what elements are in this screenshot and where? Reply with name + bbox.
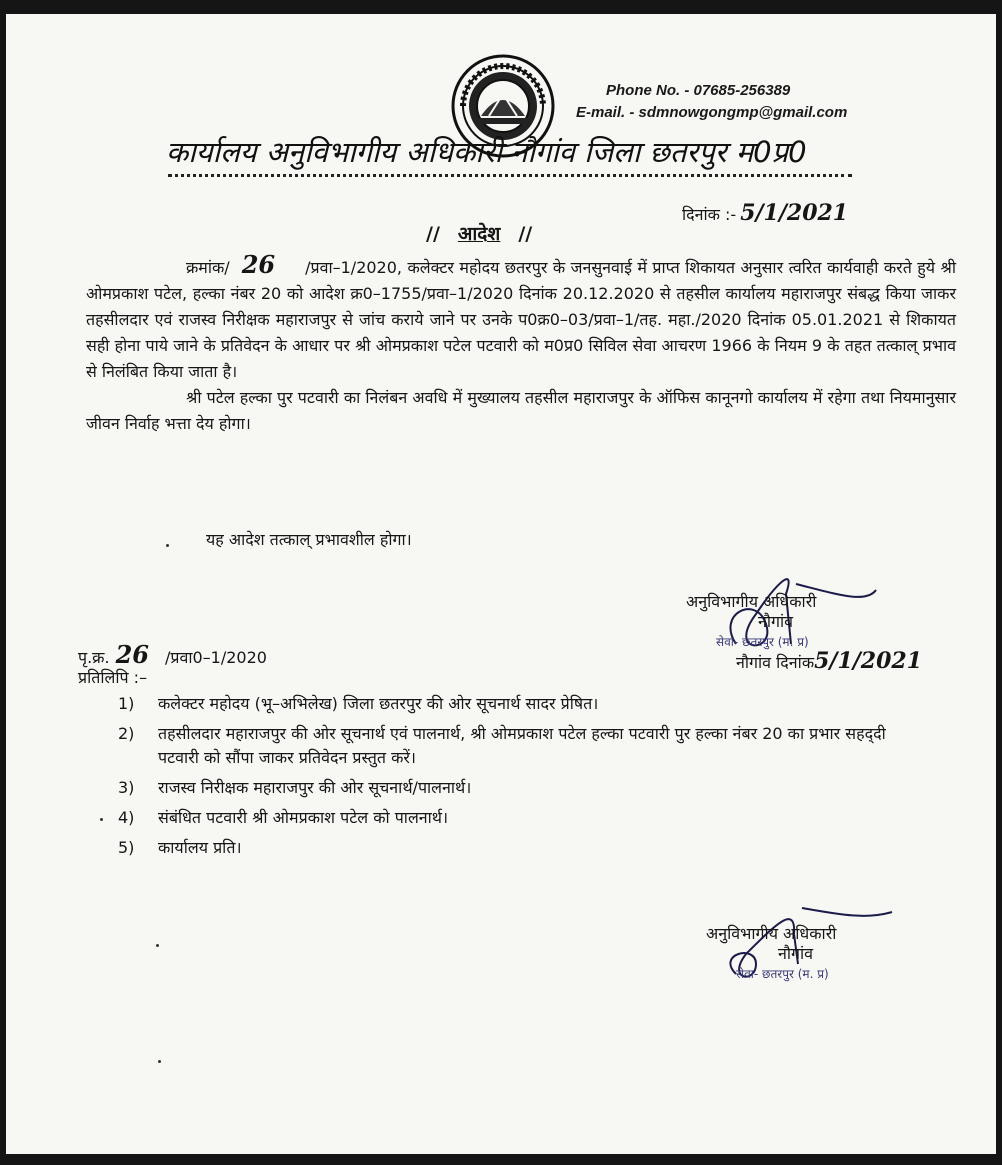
official-stamp-text: सेवा- छतरपुर (म. प्र) (716, 635, 809, 649)
speck (166, 544, 169, 547)
list-item: 1) कलेक्टर महोदय (भू–अभिलेख) जिला छतरपुर की ओर सूचनार्थ सादर प्रेषित। (118, 694, 599, 713)
dotted-divider (168, 174, 852, 177)
date-label: दिनांक :- (682, 205, 737, 224)
office-title: कार्यालय अनुविभागीय अधिकारी नौगांव जिला छतरपुर म0प्र0 (166, 135, 807, 169)
contact-info (576, 80, 847, 124)
speck (156, 944, 159, 947)
email-address: E-mail. - sdmnowgongmp@gmail.com (576, 104, 848, 121)
list-item: 3) राजस्व निरीक्षक महाराजपुर की ओर सूचनार्थ/पालनार्थ। (118, 778, 472, 797)
order-heading (426, 220, 532, 246)
order-date (682, 200, 848, 226)
heading-title: आदेश (457, 223, 501, 245)
order-body (86, 252, 956, 437)
signatory-place: नौगांव (778, 944, 814, 963)
endorsement-date-label: नौगांव दिनांक (736, 653, 815, 672)
list-item: 4) संबंधित पटवारी श्री ओमप्रकाश पटेल को पालनार्थ। (118, 808, 449, 827)
signatory-place: नौगांव (758, 612, 794, 631)
signature-block-1 (686, 592, 816, 652)
speck (100, 818, 103, 821)
signatory-title: अनुविभागीय अधिकारी (686, 592, 817, 611)
handwritten-order-number: 26 (241, 250, 276, 279)
signatory-title: अनुविभागीय अधिकारी (706, 924, 837, 943)
list-item: 5) कार्यालय प्रति। (118, 838, 242, 857)
reference-suffix: /प्रवा0–1/2020 (164, 648, 267, 667)
order-paragraph-1 (86, 252, 956, 385)
endorsement-reference (78, 640, 267, 669)
copy-to-list (118, 692, 908, 866)
handwritten-endorsement-date: 5/1/2021 (814, 648, 923, 674)
heading-slash-left: // (426, 223, 440, 245)
order-paragraph-1-text: /प्रवा–1/2020, कलेक्टर महोदय छतरपुर के जनसुनवाई में प्राप्त शिकायत अनुसार त्वरित कार्यवाही करते हुये श्री ओमप्रकाश पटेल, हल्का नंबर 20 को आदेश क्र0–1755/प्रवा–1/2020 दिनांक 20.12.2020 से तहसील कार्यालय महाराजपुर संबद्ध किया जाकर तहसीलदार एवं राजस्व निरीक्षक महाराजपुर से जांच कराये जाने पर उनके प0क्र0–03/प्रवा–1/तह. महा./2020 दिनांक 05.01.2021 से शिकायत सही होना पाये जाने के प्रतिवेदन के आधार पर श्री ओमप्रकाश पटेल पटवारी को म0प्र0 सिविल सेवा आचरण 1966 के नियम 9 के तहत तत्काल् प्रभाव से निलंबित किया जाता है। (86, 258, 956, 381)
heading-slash-right: // (518, 223, 533, 245)
order-number-label: क्रमांक/ (186, 258, 230, 277)
copy-to-label: प्रतिलिपि :– (78, 668, 148, 687)
list-item: 2) तहसीलदार महाराजपुर की ओर सूचनार्थ एवं पालनार्थ, श्री ओमप्रकाश पटेल हल्का पटवारी पुर हल्का नंबर 20 का प्रभार सहद्‌दी पटवारी को सौंपा जाकर प्रतिवेदन प्रस्तुत करें। (118, 724, 886, 767)
handwritten-date: 5/1/2021 (740, 200, 849, 226)
signature-block-2 (706, 924, 836, 984)
endorsement-date (736, 648, 922, 674)
official-stamp-text: सेवा- छतरपुर (म. प्र) (736, 967, 829, 981)
handwritten-reference-number: 26 (115, 640, 149, 669)
phone-number: Phone No. - 07685-256389 (606, 82, 791, 99)
effective-statement: यह आदेश तत्काल् प्रभावशील होगा। (206, 530, 412, 549)
reference-prefix: पृ.क्र. (78, 648, 110, 667)
document-page (6, 14, 996, 1154)
order-paragraph-2: श्री पटेल हल्का पुर पटवारी का निलंबन अवधि में मुख्यालय तहसील महाराजपुर के ऑफिस कानूनगो कार्यालय में रहेगा तथा नियमानुसार जीवन निर्वाह भत्ता देय होगा। (86, 388, 956, 433)
speck (158, 1060, 161, 1063)
